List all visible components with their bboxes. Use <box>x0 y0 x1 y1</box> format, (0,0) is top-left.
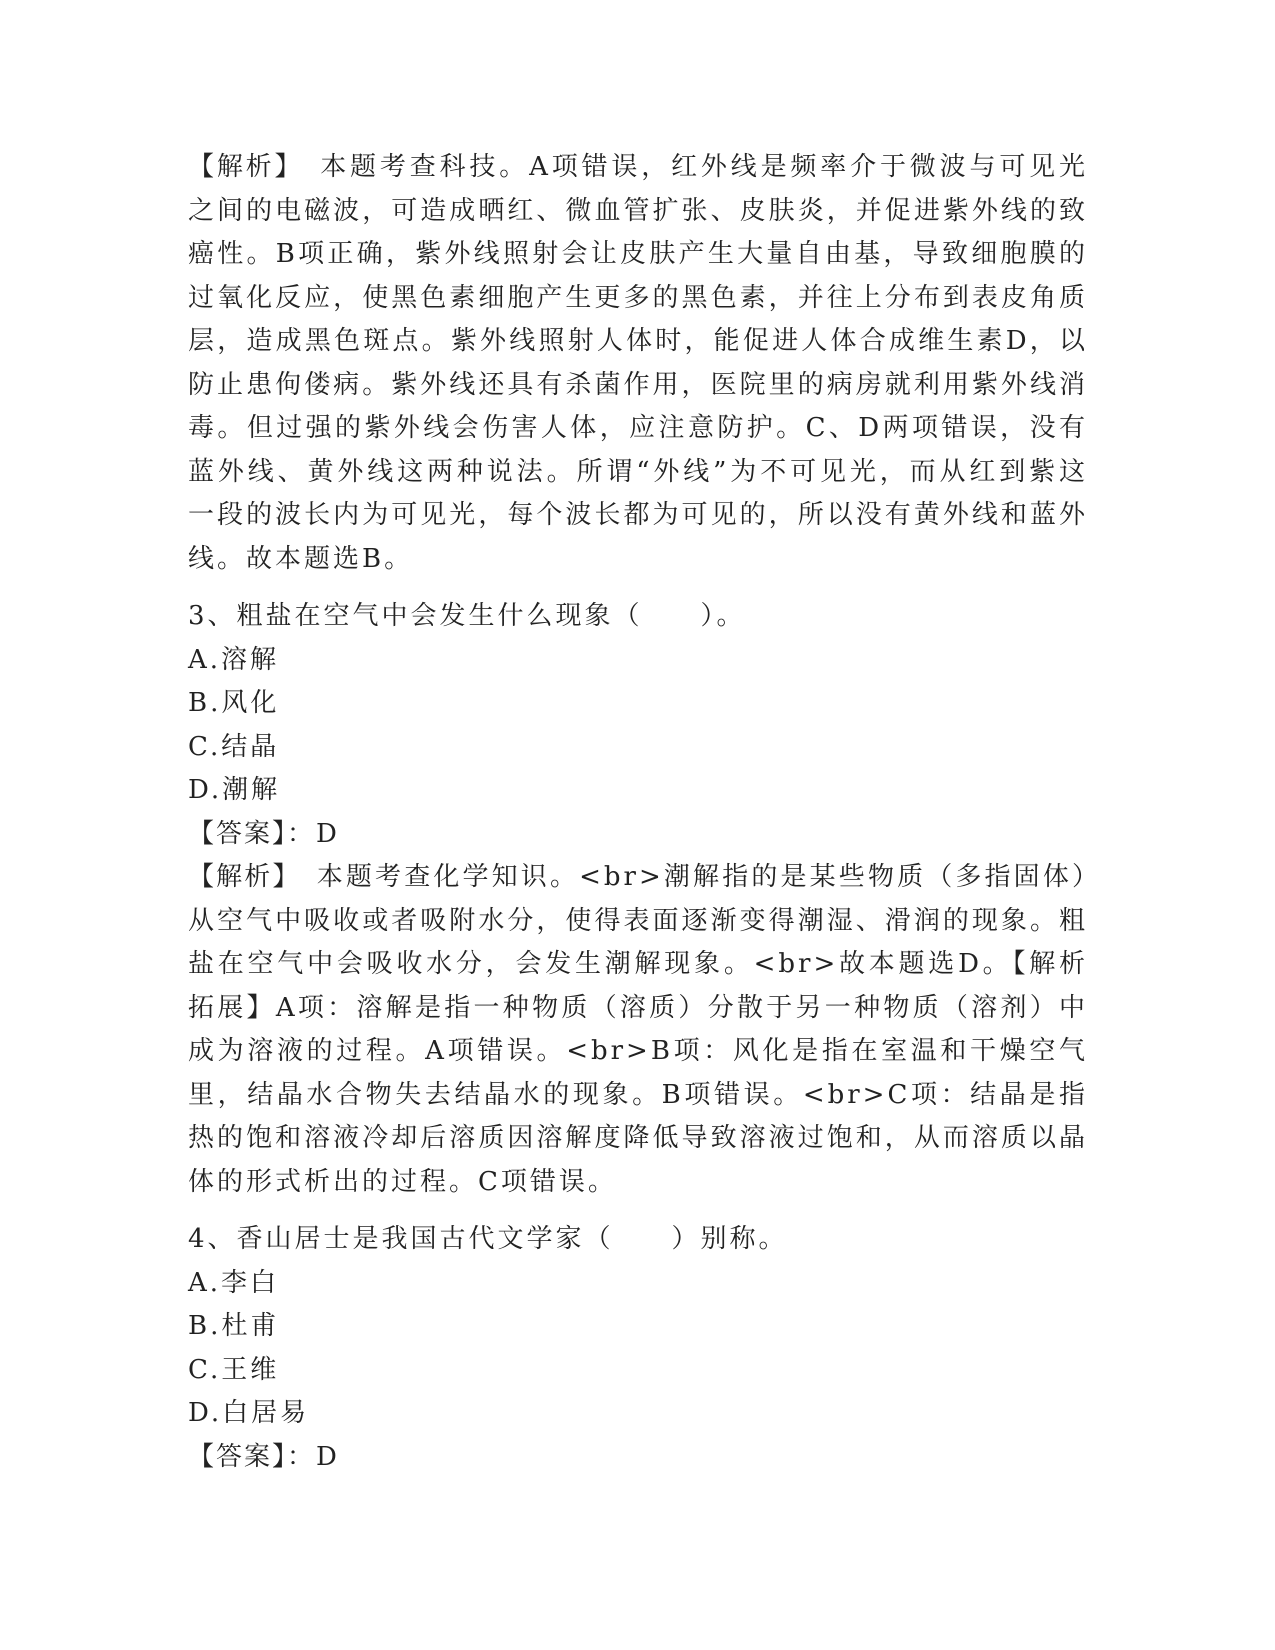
q3-answer-label: 【答案】 <box>188 818 288 849</box>
q3-analysis-label: 【解析】 <box>188 862 288 892</box>
q3-answer-value: ：D <box>287 818 340 849</box>
spacer <box>188 1204 1088 1218</box>
q3-analysis <box>188 856 1088 1204</box>
q4-option-c: C.王维 <box>188 1354 280 1385</box>
q4-answer-value: ：D <box>287 1441 340 1472</box>
q4-option-d: D.白居易 <box>188 1398 310 1428</box>
q3-option-b: B.风化 <box>188 688 280 718</box>
q4-option-b: B.杜甫 <box>188 1311 280 1341</box>
q4-option-a: A.李白 <box>188 1267 280 1298</box>
q2-analysis-text: 本题考查科技。A项错误，红外线是频率介于微波与可见光之间的电磁波，可造成晒红、微血管扩张、皮肤炎，并促进紫外线的致癌性。B项正确，紫外线照射会让皮肤产生大量自由基，导致细胞膜的过氧化反应，使黑色素细胞产生更多的黑色素，并往上分布到表皮角质层，造成黑色斑点。紫外线照射人体时，能促进人体合成维生素D，以防止患佝偻病。紫外线还具有杀菌作用，医院里的病房就利用紫外线消毒。但过强的紫外线会伤害人体，应注意防护。C、D两项错误，没有蓝外线、黄外线这两种说法。所谓“外线”为不可见光，而从红到紫这一段的波长内为可见光，每个波长都为可见的，所以没有黄外线和蓝外线。故本题选B。 <box>188 152 1088 574</box>
question-4 <box>188 1218 1088 1479</box>
spacer <box>188 581 1088 595</box>
q2-analysis <box>188 146 1088 581</box>
q4-answer-label: 【答案】 <box>188 1441 288 1472</box>
q4-stem: 4、香山居士是我国古代文学家（ ）别称。 <box>188 1224 788 1254</box>
document-page <box>188 146 1088 1479</box>
q4-answer <box>188 1436 1088 1480</box>
q2-analysis-label: 【解析】 <box>188 152 291 182</box>
q3-answer <box>188 813 1088 857</box>
q3-option-c: C.结晶 <box>188 731 280 762</box>
q3-stem: 3、粗盐在空气中会发生什么现象（ ）。 <box>188 601 746 631</box>
q3-option-d: D.潮解 <box>188 775 281 805</box>
q3-option-a: A.溶解 <box>188 644 280 675</box>
q3-analysis-text: 本题考查化学知识。<br>潮解指的是某些物质（多指固体）从空气中吸收或者吸附水分，使得表面逐渐变得潮湿、滑润的现象。粗盐在空气中会吸收水分，会发生潮解现象。<br>故本题选D。【解析拓展】A项：溶解是指一种物质（溶质）分散于另一种物质（溶剂）中成为溶液的过程。A项错误。<br>B项：风化是指在室温和干燥空气里，结晶水合物失去结晶水的现象。B项错误。<br>C项：结晶是指热的饱和溶液冷却后溶质因溶解度降低导致溶液过饱和，从而溶质以晶体的形式析出的过程。C项错误。 <box>188 862 1088 1197</box>
question-3 <box>188 595 1088 1204</box>
